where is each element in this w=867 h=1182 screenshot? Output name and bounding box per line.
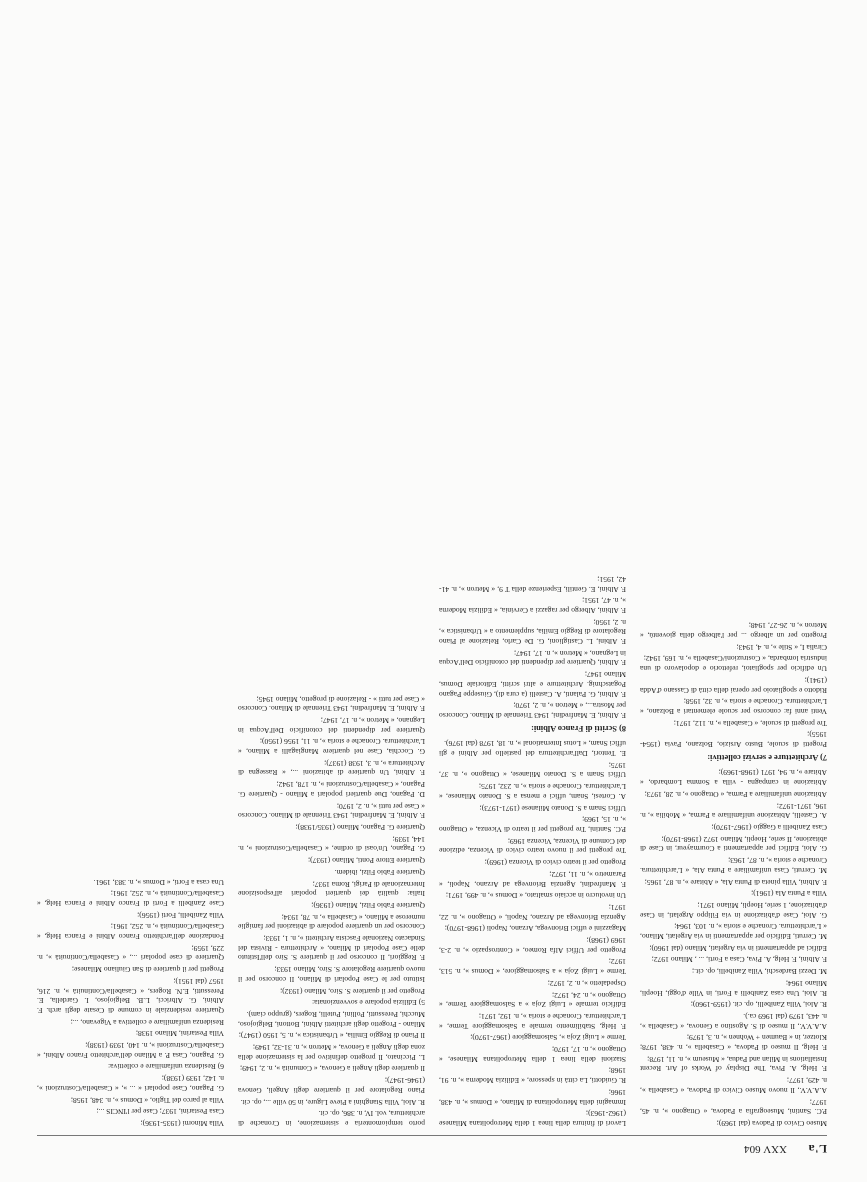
bibliography-entry: Istituto per le Case Popolari di Milano, Il concorso per il nuovo quartiere Regolatore S. Siro, Milano 1933; <box>238 965 425 984</box>
bibliography-entry: G. Pagano, Case popolari « ... », « Casabella/Costruzioni », n. 142, 1939 (1938); <box>37 1074 224 1093</box>
bibliography-entry: Uffici Snam a S. Donato Milanese (1971-1973); <box>479 803 626 813</box>
bibliography-entry: F. Manfredini, Agenzia Brionvega ad Arzano, Napoli, « Parametro », n. 11, 1972; <box>439 869 626 889</box>
bibliography-entry: F. Albini, L. Castiglioni, G. De Carlo, Relazione al Piano Regolatore di Reggio Emilia, supplemento a « Urbanistica », n. 2, 1950; <box>439 617 626 647</box>
bibliography-entry: A.A.V.V., Il museo di S. Agostino a Genova, « Casabella », n. 443, 1979 (dal 1969 ca.). <box>640 1011 827 1031</box>
bibliography-entry: Terme « Luigi Zoja » a Salsomaggiore, « Domus », n. 513, 1972; <box>439 957 626 977</box>
bibliography-entry: F. Albini, G. Palanti, A. Castelli (a cura di), Giuseppe Pagano Pogatschnig. Architetture e altri scritti, Editoriale Domus, Milano 1947; <box>439 670 626 699</box>
bibliography-entry: Progetto per il teatro civico di Vicenza (1969); <box>484 858 626 868</box>
bibliography-entry: Villa a Punta Ala (1961); <box>751 889 827 899</box>
bibliography-entry: Quartiere per dipendenti del cotonificio Dell'Acqua in Legnano, « Metron », n. 17, 1947; <box>238 715 425 735</box>
bibliography-entry: Uffici Snam a S. Donato Milanese, « Ottagono », n. 37, 1975; <box>439 760 626 780</box>
bibliography-entry: A. Castelli, Abitazione unifamiliare a Parma, « Mobilia », n. 196, 1971-1972; <box>640 801 827 821</box>
bibliography-entry: R. Aloi, Una casa Zanibelli a Forti, in Ville d'oggi, Hoepli, Milano 1964; <box>640 978 827 998</box>
bibliography-entry: Il quartiere degli Angeli a Genova, « Comunità », n. 2, 1949; <box>240 1064 425 1074</box>
bibliography-entry: Venti anni fa: concorso per scuole elementari a Bolzano, « L'architettura. Cronache e storia », n. 32, 1958; <box>640 697 827 716</box>
bibliography-entry: Quartiere di case popolari ..., « Casabella/Continuità », n. 229, 1959; <box>37 943 224 963</box>
bibliography-entry: M. Dezzi Bardeschi, Villa Zanibelli, op. cit.; <box>692 967 827 977</box>
bibliography-entry: F. Helg, Stabilimento termale a Salsomaggiore Terme, « L'architettura. Cronache e storia », n. 192, 1971; <box>439 1011 626 1031</box>
bibliography-entry: F. Albini, E. Manfredini, 1943 Triennale di Milano. Concorso per Mostra..., « Metron », n. 2, 1970; <box>439 701 626 720</box>
bibliography-entry: Tre progetti per il nuovo teatro civico di Vicenza, edizione del Comune di Vicenza, Vicenza 1969; <box>439 836 626 856</box>
bibliography-entry: P.C. Santini, Tre progetti per il teatro di Vicenza, « Ottagono », n. 15, 1969; <box>439 815 626 835</box>
bibliography-entry: Ciralia I, « Stile », n. 4, 1943; <box>736 642 827 652</box>
bibliography-entry: Piano Regolatore per il quartiere degli Angeli, Genova (1946-1947); <box>238 1076 425 1095</box>
bibliography-entry: E. Tentori, Dall'architettura del pastiello per Albini e gli uffici Snam, « Lotus International », n. 18, 1978 (dal 1976). <box>439 739 626 759</box>
column-2 <box>439 48 626 1128</box>
bibliography-entry: G. Pagano, Casa P. a Milano dell'architetto Franco Albini, « Casabella/Costruzioni », n. 140, 1939 (1938); <box>37 1041 224 1060</box>
bibliography-entry: P.C. Santini, Museografia a Padova, « Ottagono », n. 45, 1977; <box>640 1097 827 1117</box>
bibliography-entry: porto tempiomonteria e sistemazione, in Cronache di architettura, vol. IV, n. 386, op. cit. <box>238 1109 425 1128</box>
bibliography-entry: Progetto per Uffici Alfa Romeo, « Controspazio », n. 2-3, 1969 (1968); <box>439 936 626 955</box>
bibliography-entry: Milano - Progetto degli architetti Albini, Bottoni, Belgiojoso, Mucchi, Peressutti, Pollini, Putelli, Rogers, (gruppo ciam). <box>238 1009 425 1029</box>
column-3 <box>238 48 425 1128</box>
bibliography-entry: A.A.V.V., Il nuovo Museo Civico di Padova, « Casabella », n. 429, 1977; <box>640 1076 827 1095</box>
bibliography-entry: Una casa a Forti, « Domus », n. 383, 1961. <box>93 877 224 887</box>
bibliography-entry: Ridotto e spogliatoio per operai della città di Cassano d'Adda (1941); <box>640 675 827 695</box>
bibliography-entry: G. Cocchia, Case nel quartiere Mangiagalli a Milano, « L'architettura. Cronache e storia », n. 11, 1956 (1950); <box>238 737 425 757</box>
text-columns <box>37 48 827 1128</box>
bibliography-entry: F. Albini, E. Manfredini, 1943 Triennale di Milano. Concorso « Case per tutti » - Relazione di progetto, Milano 1945; <box>238 694 425 714</box>
bibliography-entry: M. Cerruti, Casa unifamiliare a Punta Ala, « L'architettura. Cronache e storia », n. 87, 1963; <box>640 856 827 875</box>
bibliography-entry: Immagini della Metropolitana di Milano, « Domus », n. 438, 1966; <box>439 1087 626 1107</box>
issue-label: XXV 604 <box>744 1143 787 1155</box>
bibliography-entry: Villa Zanibelli, Forti (1956); <box>137 910 224 920</box>
bibliography-entry: Casa Zanibelli a Gaggio (1967-1970); <box>711 823 827 833</box>
bibliography-entry: M. Cerruti, Edificio per appartamenti in via Argelati, Milano, « L'architettura. Cronache e storia », n. 103, 1964; <box>640 922 827 942</box>
bibliography-entry: L. Piccinato, Il progetto definitivo per la sistemazione della zona degli Angeli a Genova, « Metron », n. 31-32, 1949; <box>238 1043 425 1062</box>
bibliography-entry: Villa Pestarini, Milano 1938; <box>135 1029 224 1039</box>
bibliography-entry: Edifici ad appartamenti in via Argelati, Milano (dal 1960); <box>649 943 827 953</box>
bibliography-entry: Quartiere Fabio Filzi, ibidem. <box>334 867 425 877</box>
bibliography-entry: Quartiere residenziale in comune di Cesate degli arch. F. Albini, G. Albricci, L.B. Belgiojoso, I. Gardella, E. Peressutti, E.N. Rogers, « Casabella/Continuità », n. 216, 1957 (dal 1951); <box>37 976 224 1015</box>
bibliography-entry: Villa al parco del Tiglio, « Domus », n. 348, 1958; <box>70 1095 224 1105</box>
bibliography-entry: Un involucro in acciaio smaltato, « Domus », n. 499, 1971; <box>445 891 626 901</box>
bibliography-entry: F. Albini, E. Manfredini, 1943 Triennale di Milano. Concorso « Case per tutti », n. 2, 1970; <box>238 801 425 821</box>
bibliography-entry: Lavori di finitura della linea 1 della Metropolitana Milanese (1962-1963); <box>439 1109 626 1128</box>
bibliography-entry: G. Pagano, Un'oasi di ordine, « Casabella/Costruzioni », n. 144, 1939; <box>238 834 425 854</box>
bibliography-entry: Progetto per un albergo ... per l'albergo della gioventù, « Metron », n. 26-27, 1948; <box>640 621 827 641</box>
magazine-title: L'a <box>808 1142 827 1156</box>
bibliography-entry: R. Aloi, Villa Zanibelli, op. cit. (1959-1960); <box>690 1000 827 1010</box>
bibliography-entry: F. Albini, E. Gentili, Esperienze della T 9, « Metron », n. 41-42, 1951; <box>439 574 626 594</box>
bibliography-entry: Un edificio per spogliatoi, refettorio e dopolavoro di una industria lombarda, « Costruzioni/Casabella », n. 169, 1942; <box>640 654 827 674</box>
bibliography-entry: Villa Minorni (1935-1936); <box>140 1119 224 1128</box>
bibliography-entry: Museo Civico di Padova (dal 1969); <box>716 1119 827 1128</box>
section-heading: 8) Scritti di Franco Albini: <box>531 723 626 733</box>
bibliography-entry: Casa Pestarini, 1937; Case per l'INCIS ...; <box>96 1107 224 1117</box>
bibliography-entry: Residenza unifamiliare e collettiva a Vigevano, ...; <box>70 1017 224 1027</box>
bibliography-entry: Quartiere Fabio Filzi, Milano (1936); <box>311 900 425 910</box>
bibliography-entry: F. Reggiori, Il concorso per il quartiere S. Siro dell'Istituto delle Case Popolari di Milano, « Architettura - Rivista del Sindacato Nazionale Fascista Architetti », n. 1, 1933; <box>238 934 425 963</box>
bibliography-entry: F. Albini, Albergo per ragazzi a Cervinia, « Edilizia Moderna », n. 47, 1951; <box>439 596 626 615</box>
bibliography-entry: Fondazione dell'architetto Franco Albini e Franca Helg, « Casabella/Continuità », n. 252, 1961; <box>37 922 224 942</box>
bibliography-entry: F. Albini, Villa pineta di Punta Ala, « Abitare », n. 87, 1965; <box>644 877 827 887</box>
bibliography-entry: R. Guidotti, La città in spessore, « Edilizia Moderna », n. 91, 1968; <box>439 1066 626 1086</box>
bibliography-entry: F. Albini, Quartiere per dipendenti del cotonificio Dell'Acqua in Legnano, « Metron », n. 17, 1947; <box>439 648 626 668</box>
bibliography-entry: Case Zanibelli a Forti di Franco Albini e Franca Helg, « Casabella/Continuità », n. 252, 1961; <box>37 889 224 908</box>
bibliography-entry: F. Albini, Un quartiere di abitazioni ..., « Rassegna di Architettura », n. 3, 1938 (1937); <box>238 758 425 778</box>
bibliography-entry: Concorso per un quartiere popolare di abitazioni per famiglie numerose a Milano, « Casabella », n. 78, 1934; <box>238 912 425 932</box>
bibliography-entry: Progetto per il quartiere S. Siro, Milano (1932); <box>280 986 425 996</box>
bibliography-entry: Italia: qualità dei quartieri popolari all'esposizione Internazionale di Parigi, Roma 1937; <box>238 879 425 899</box>
bibliography-entry: Edificio termale « Luigi Zoja » a Salsomaggiore Terme, « Ottagono », n. 24, 1972; <box>439 990 626 1010</box>
bibliography-entry: 5) Edilizia popolare e sovvenzionata: <box>311 998 425 1008</box>
column-1 <box>640 48 827 1128</box>
bibliography-entry: Magazzini e uffici Brionvega, Arzano, Napoli (1968-1970); <box>444 924 626 934</box>
bibliography-entry: F. Albini, F. Helg, A. Piva, Casa a Forti, ... , Milano 1972; <box>651 955 827 965</box>
bibliography-entry: A. Cortesi, Snam, uffici e mensa a S. Donato Milanese, « L'architettura. Cronache e storia », n. 232, 1975; <box>439 782 626 801</box>
running-header <box>37 1135 827 1156</box>
bibliography-entry: 6) Residenza unifamiliare e collettiva: <box>108 1062 224 1072</box>
bibliography-entry: F. Helg, A. Piva, The Display of Works of Art. Recent Installations in Milan and Padua, « Museum », n. 11, 1978; <box>640 1054 827 1074</box>
bibliography-entry: D. Pagano, Due quartieri popolari a Milano - Quartiere G. Pagano, « Casabella/Costruzioni », n. 178, 1942; <box>238 780 425 799</box>
bibliography-entry: Agenzia Brionvega ad Arzano, Napoli, « Ottagono », n. 22, 1971; <box>439 902 626 922</box>
bibliography-entry: F. Helg, Il museo di Padova, « Casabella », n. 438, 1978; Klotzer, in « Baumen + Wohnen », n. 3, 1979; <box>640 1033 827 1053</box>
bibliography-entry: Progetti di scuole, Busto Arsizio, Bolzano, Pavia (1954-1955); <box>640 730 827 750</box>
bibliography-entry: Quartiere G. Pagano, Milano (1935/1938); <box>295 823 425 833</box>
bibliography-entry: Abitazione in campagna - villa a Somma Lombardo, « Abitare », n. 94, 1971 (1968-1969); <box>640 768 827 788</box>
bibliography-entry: R. Aloi, Villa Stanghini a Pieve Ligure, in 50 ville ..., op. cit. <box>240 1097 425 1107</box>
column-4 <box>37 48 224 1128</box>
bibliography-entry: Progetti per il quartiere di San Giuliano Milanese; <box>71 965 224 975</box>
bibliography-entry: Abitazione unifamiliare a Parma, « Ottagono », n. 28, 1973; <box>644 789 827 799</box>
bibliography-entry: Quartiere Ettore Ponti, Milano (1937); <box>307 856 425 866</box>
bibliography-entry: Tre progetti di scuole, « Casabella », n. 112, 1971; <box>673 718 827 728</box>
bibliography-entry: Stazioni della linea 1 della Metropolitana Milanese, « Ottagono », n. 17, 1970; <box>439 1045 626 1064</box>
section-heading: 7) Architetture e servizi collettivi: <box>707 752 827 762</box>
bibliography-entry: G. Aloi, Edifici per appartamenti a Courmayeur, in Case di abitazione, II serie, Hoepli, Milano 1972 (1968-1970); <box>640 834 827 854</box>
bibliography-entry: Ospedaletto », n. 2, 1972; <box>547 978 626 988</box>
bibliography-entry: Terme « Luigi Zoja », Salsomaggiore (1967-1970); <box>470 1033 626 1043</box>
bibliography-entry: G. Aloi, Case d'abitazione in via Filippo Argelati, in Case d'abitazione, 1 serie, Hoepli, Milano 1971; <box>640 900 827 920</box>
bibliography-entry: Il Piano di Reggio Emilia, « Urbanistica », n. 5, 1950 (1947); <box>238 1031 425 1041</box>
